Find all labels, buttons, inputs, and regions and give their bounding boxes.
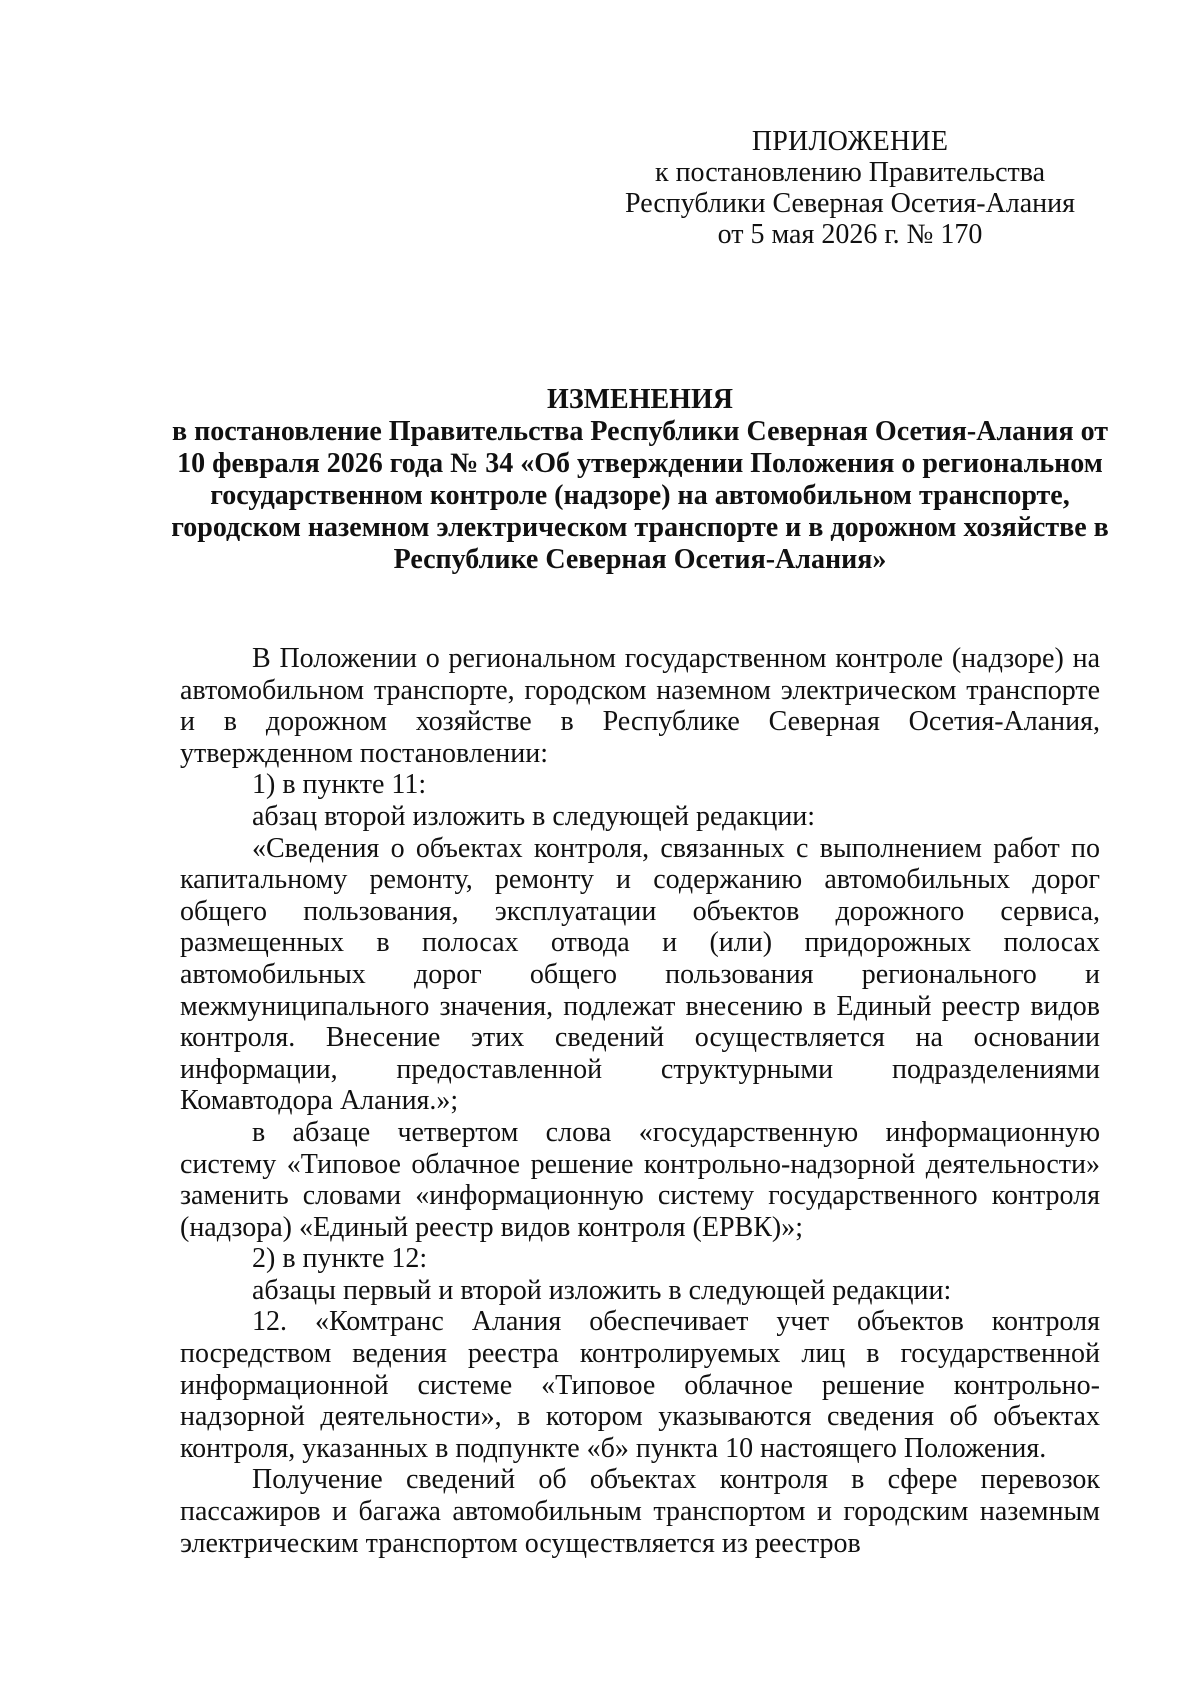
paragraph: В Положении о региональном государственном контроле (надзоре) на автомобильном транспорте, городском наземном электрическом транспорте и в дорожном хозяйстве в Республике Северная Осетия-Алания, утвержденном постановлении: <box>180 643 1100 769</box>
annex-line-1: к постановлению Правительства <box>654 157 1046 188</box>
paragraph: 1) в пункте 11: <box>252 769 427 801</box>
annex-title: ПРИЛОЖЕНИЕ <box>751 126 949 157</box>
annex-line-2: Республики Северная Осетия-Алания <box>625 188 1075 219</box>
paragraph: «Сведения о объектах контроля, связанных с выполнением работ по капитальному ремонту, ремонту и содержанию автомобильных дорог общего пользования, эксплуатации объектов дорожного сервиса, размещенных в полосах отвода и (или) придорожных полосах автомобильных дорог общего пользования регионального и межмуниципального значения, подлежат внесению в Единый реестр видов контроля. Внесение этих сведений осуществляется на основании информации, предоставленной структурными подразделениями Комавтодора Алания.»; <box>180 832 1100 1117</box>
paragraph: абзацы первый и второй изложить в следующей редакции: <box>252 1274 952 1306</box>
document-body <box>180 643 1100 1559</box>
paragraph: 2) в пункте 12: <box>252 1243 428 1275</box>
paragraph: абзац второй изложить в следующей редакции: <box>252 800 816 832</box>
paragraph: Получение сведений об объектах контроля в сфере перевозок пассажиров и багажа автомобильным транспортом и городским наземным электрическим транспортом осуществляется из реестров <box>180 1464 1100 1559</box>
title-main: ИЗМЕНЕНИЯ <box>547 384 733 415</box>
annex-block <box>600 126 1100 250</box>
paragraph: 12. «Комтранс Алания обеспечивает учет объектов контроля посредством ведения реестра контролируемых лиц в государственной информационной системе «Типовое облачное решение контрольно-надзорной деятельности», в котором указываются сведения об объектах контроля, указанных в подпункте «б» пункта 10 настоящего Положения. <box>180 1306 1100 1464</box>
paragraph: в абзаце четвертом слова «государственную информационную систему «Типовое облачное решение контрольно-надзорной деятельности» заменить словами «информационную систему государственного контроля (надзора) «Единый реестр видов контроля (ЕРВК)»; <box>180 1116 1100 1243</box>
annex-line-3: от 5 мая 2026 г. № 170 <box>717 219 983 250</box>
title-subtitle: в постановление Правительства Республики Северная Осетия-Алания от 10 февраля 2026 года № 34 «Об утверждении Положения о региональном государственном контроле (надзоре) на автомобильном транспорте, городском наземном электрическом транспорте и в дорожном хозяйстве в Республике Северная Осетия-Алания» <box>171 416 1109 575</box>
document-title <box>170 384 1110 576</box>
